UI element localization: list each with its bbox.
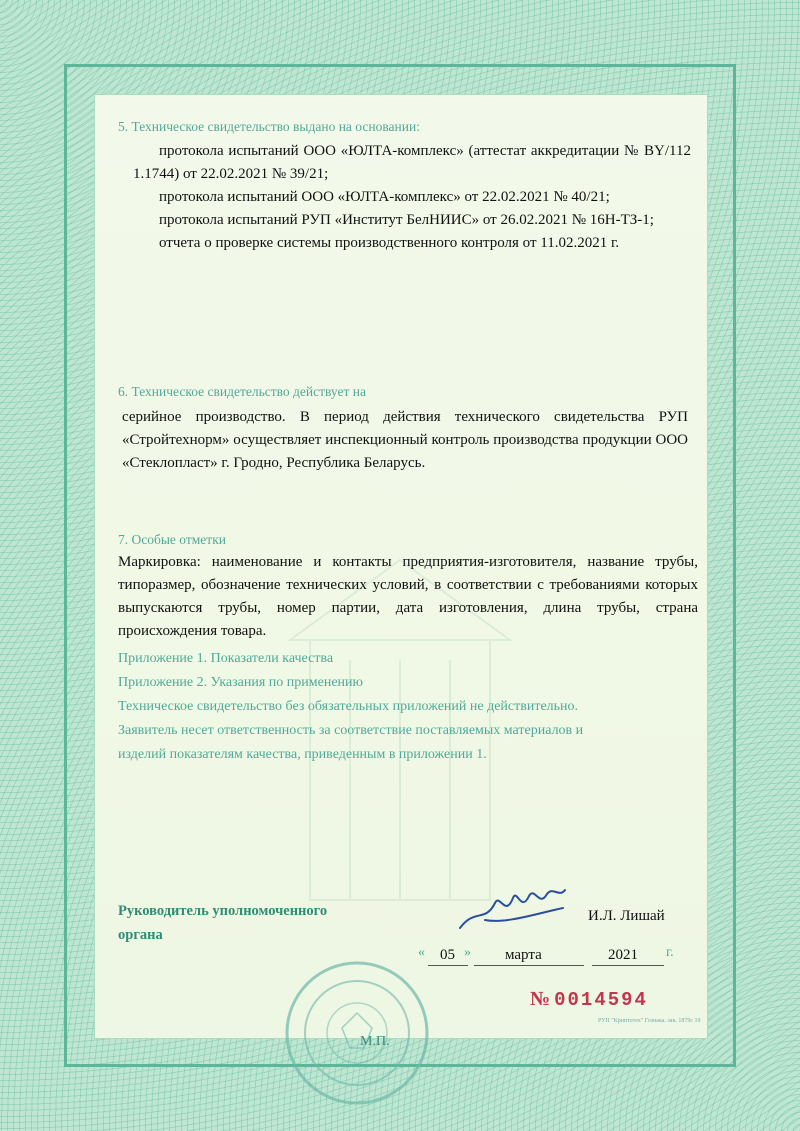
date-close-quote: » <box>464 945 471 960</box>
section6-text: серийное производство. В период действия технического свидетельства РУП «Стройтехнорм» осуществляет инспекционный контроль производства продукции ООО «Стеклопласт» г. Гродно, Республика Беларусь. <box>122 409 688 471</box>
section5-body <box>133 140 691 255</box>
section5-line-4: отчета о проверке системы производственного контроля от 11.02.2021 г. <box>159 235 620 251</box>
official-seal <box>282 958 432 1108</box>
date-open-quote: « <box>418 945 425 960</box>
date-suffix: г. <box>666 945 674 960</box>
note-appendix-1: Приложение 1. Показатели качества <box>118 651 334 666</box>
number-sign: № <box>530 988 551 1010</box>
signatory-title-line2: органа <box>118 927 163 943</box>
stamp-label: М.П. <box>360 1034 390 1049</box>
note-responsibility-2: изделий показателям качества, приведенным в приложении 1. <box>118 747 487 762</box>
handwritten-signature <box>455 878 575 938</box>
date-day: 05 <box>440 947 455 963</box>
signatory-title <box>118 899 388 947</box>
certificate-number <box>530 988 648 1011</box>
note-responsibility-1: Заявитель несет ответственность за соответствие поставляемых материалов и <box>118 723 584 738</box>
section5-heading: 5. Техническое свидетельство выдано на основании: <box>118 119 420 134</box>
note-validity: Техническое свидетельство без обязательных приложений не действительно. <box>118 699 579 714</box>
section7-heading: 7. Особые отметки <box>118 532 226 547</box>
date-year-underline <box>592 965 664 966</box>
date-month-underline <box>474 965 584 966</box>
date-year: 2021 <box>608 947 638 963</box>
section7-text: Маркировка: наименование и контакты предприятия-изготовителя, название трубы, типоразмер, обозначение технических условий, в соответствии с требованиями которых выпускаются трубы, номер партии, дата изготовления, длина трубы, страна происхождения товара. <box>118 554 698 639</box>
section5-line-1: протокола испытаний ООО «ЮЛТА-комплекс» (аттестат аккредитации № BY/112 1.1744) от 22.02.2021 № 39/21; <box>133 143 691 182</box>
section6-heading: 6. Техническое свидетельство действует на <box>118 384 366 399</box>
section5-line-2: протокола испытаний ООО «ЮЛТА-комплекс» от 22.02.2021 № 40/21; <box>159 189 610 205</box>
section5-line-3: протокола испытаний РУП «Институт БелНИИС» от 26.02.2021 № 16Н-ТЗ-1; <box>159 212 654 228</box>
note-appendix-2: Приложение 2. Указания по применению <box>118 675 363 690</box>
number-value: 0014594 <box>554 989 648 1011</box>
date-day-underline <box>428 965 468 966</box>
signatory-name: И.Л. Лишай <box>588 908 665 924</box>
signatory-title-line1: Руководитель уполномоченного <box>118 903 328 919</box>
date-month: марта <box>505 947 542 963</box>
notes-block <box>118 647 698 767</box>
printer-imprint: РУП "Криптотех" Гознака. зак. 1879с 19 <box>598 1018 701 1024</box>
